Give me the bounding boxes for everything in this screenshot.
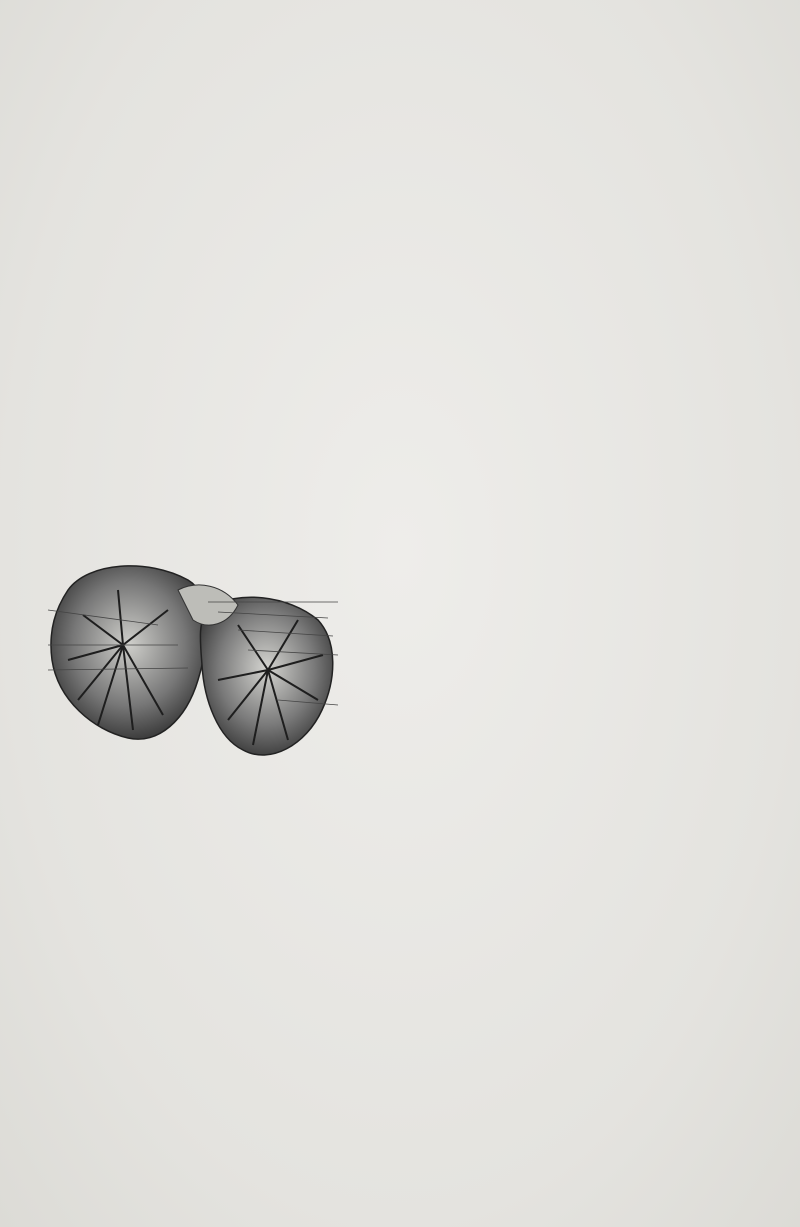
running-head [36,58,764,82]
heart-figure [38,550,360,780]
heart-illustration [38,550,360,780]
